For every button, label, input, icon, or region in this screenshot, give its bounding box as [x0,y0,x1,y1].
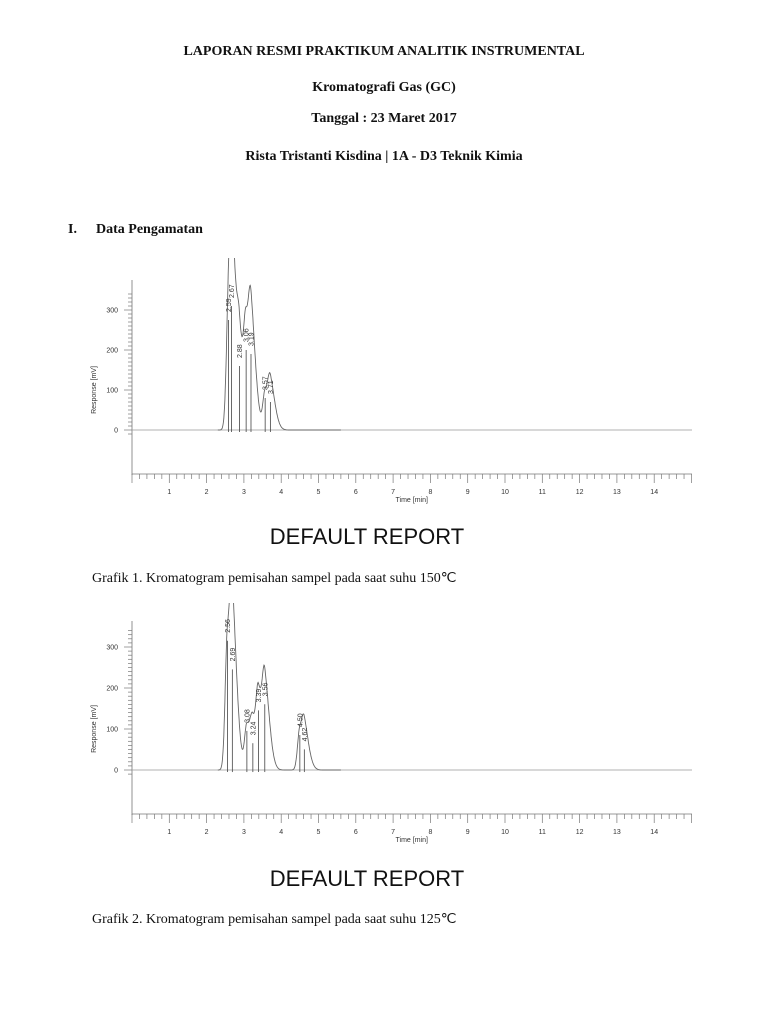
report-title: LAPORAN RESMI PRAKTIKUM ANALITIK INSTRUMENTAL [183,44,585,59]
x-tick-label: 7 [391,489,396,496]
x-tick-label: 6 [353,829,358,836]
peak-label: 3.56 [262,682,270,697]
y-axis-label: Response [mV] [91,366,98,414]
peak-label: 2.69 [229,647,237,662]
report-subtitle: Kromatografi Gas (GC) [312,80,456,95]
peak-label: 4.50 [297,713,305,727]
peak-label: 2.88 [236,344,244,358]
x-tick-label: 5 [316,829,321,836]
x-tick-label: 1 [167,829,172,836]
x-tick-label: 13 [613,489,621,496]
x-tick-label: 13 [613,829,621,836]
peak-label: 3.06 [243,328,251,342]
caption-1: Grafik 1. Kromatogram pemisahan sampel pada saat suhu 150℃ [92,571,457,586]
y-tick-label: 100 [106,387,118,395]
x-tick-label: 10 [501,829,509,836]
y-tick-label: 100 [106,726,118,734]
default-report-label: DEFAULT REPORT [269,866,465,891]
y-tick-label: 200 [106,685,118,693]
section-title: Data Pengamatan [96,222,203,237]
x-axis-label: Time [min] [395,497,428,504]
x-tick-label: 2 [204,829,209,836]
peak-label: 3.24 [250,721,258,736]
x-tick-label: 7 [391,829,396,836]
chromatogram-trace [218,603,341,770]
chromatogram-trace [218,258,341,430]
chromatogram-1-svg [88,258,712,554]
x-tick-label: 11 [538,489,546,496]
chromatogram-1 [88,258,712,554]
default-report-label: DEFAULT REPORT [269,524,465,549]
chromatogram-2-svg [88,603,712,895]
x-tick-label: 3 [241,489,246,496]
peak-label: 2.59 [226,298,234,312]
peak-label: 3.08 [244,709,252,723]
x-tick-label: 1 [167,489,172,496]
x-tick-label: 4 [279,489,284,496]
section-number: I. [68,222,77,237]
x-tick-label: 6 [353,489,358,496]
peak-label: 3.19 [248,332,256,346]
x-tick-label: 9 [465,489,470,496]
peak-label: 3.39 [255,688,263,703]
x-tick-label: 12 [575,829,584,836]
x-tick-label: 5 [316,489,321,496]
y-tick-label: 200 [106,347,118,355]
x-tick-label: 9 [465,829,470,836]
peak-label: 4.62 [301,727,309,742]
x-tick-label: 8 [428,829,433,836]
x-tick-label: 8 [428,489,433,496]
chromatogram-2 [88,603,712,895]
caption-2: Grafik 2. Kromatogram pemisahan sampel pada saat suhu 125℃ [92,912,457,927]
x-tick-label: 4 [279,829,284,836]
report-date: Tanggal : 23 Maret 2017 [311,111,457,126]
x-tick-label: 3 [241,829,246,836]
y-tick-label: 0 [114,767,118,775]
y-axis-label: Response [mV] [91,705,98,753]
x-tick-label: 2 [204,489,209,496]
section-heading [68,222,203,238]
x-tick-label: 12 [575,489,584,496]
peak-label: 2.67 [229,284,237,298]
x-tick-label: 11 [538,829,546,836]
peak-label: 2.56 [224,619,232,633]
x-tick-label: 14 [650,829,659,836]
y-tick-label: 300 [106,307,118,315]
y-tick-label: 0 [114,427,118,435]
x-axis-label: Time [min] [395,837,428,844]
peak-label: 3.71 [267,380,275,394]
report-author: Rista Tristanti Kisdina | 1A - D3 Teknik Kimia [245,149,523,164]
y-tick-label: 300 [106,644,118,652]
x-tick-label: 10 [501,489,509,496]
x-tick-label: 14 [650,489,659,496]
peak-label: 3.57 [262,376,270,390]
